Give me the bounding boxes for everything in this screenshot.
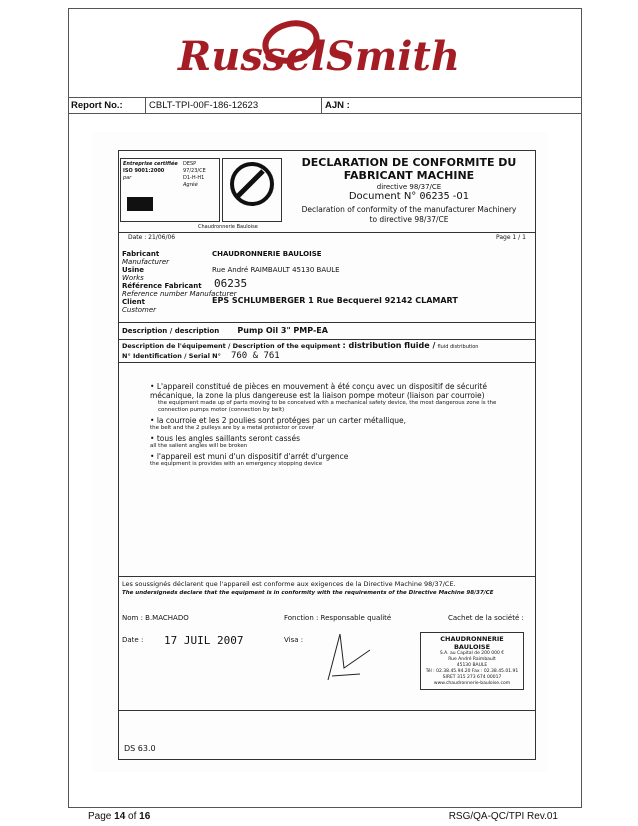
document-number (284, 191, 534, 202)
works-label: Works (122, 274, 144, 282)
client-value: EPS SCHLUMBERGER 1 Rue Becquerel 92142 CLAMART (212, 296, 458, 305)
description-label: Description / description (122, 327, 220, 335)
declaration-title (284, 156, 534, 182)
cert-line3: par (123, 175, 132, 181)
visa-label: Visa : (284, 636, 304, 644)
ref-en-label: Reference number Manufacturer (122, 290, 237, 298)
bvqi-logo-icon (127, 197, 153, 211)
ajn-label: AJN : (325, 100, 350, 111)
company-seal-label: Cachet de la société : (448, 614, 524, 622)
cert-company: Chaudronnerie Bauloise (198, 224, 258, 230)
usine-value: Rue André RAIMBAULT 45130 BAULE (212, 266, 340, 274)
fabricant-label: Fabricant (122, 250, 160, 258)
title-line2: FABRICANT MACHINE (343, 169, 475, 182)
equipment-rows (122, 341, 478, 361)
page-indicator: Page 14 of 16 (88, 811, 151, 822)
fields-block (122, 250, 532, 314)
directive: directive 98/37/CE (376, 183, 442, 191)
cert-desp2: 97/23/CE (183, 168, 206, 174)
company-logo (0, 18, 638, 93)
document-suffix: -01 (452, 191, 470, 202)
equipment-label: Description de l'équipement / Description of the equipment (122, 342, 341, 350)
conformity-fr: Les soussignés déclarent que l'appareil est conforme aux exigences de la Directive Machine 98/37/CE. (122, 580, 456, 588)
conformity-statement (122, 580, 532, 598)
signer-function: Fonction : Responsable qualité (284, 614, 392, 622)
client-label: Client (122, 298, 146, 306)
signer-name: Nom : B.MACHADO (122, 614, 189, 622)
document-label: Document N° (348, 191, 417, 202)
declaration-title-en (284, 205, 534, 225)
customer-label: Customer (122, 306, 157, 314)
certification-box (120, 158, 220, 222)
equipment-value-en: fluid distribution (437, 344, 479, 350)
report-no-value: CBLT-TPI-00F-186-12623 (146, 98, 322, 113)
ds-code: DS 63.0 (124, 744, 156, 753)
page-footer (68, 809, 582, 826)
cert-line1: Entreprise certifiée (123, 161, 178, 167)
cert-desp4: Agréé (183, 182, 198, 188)
cert-line2: ISO 9001:2000 (123, 168, 165, 174)
manufacturer-label: Manufacturer (122, 258, 170, 266)
sign-date-label: Date : (122, 636, 144, 644)
company-stamp: CHAUDRONNERIE BAULOISE S.A. au Capital de 200 000 € Rue André Raimbault 45130 BAULE Tél : 02.38.45.94.20 Fax : 02.38.45.01.91 SIRET 315 273 674 00017 www.chaudronnerie-bauloise.com (420, 632, 524, 690)
cert-desp: DESP (183, 161, 197, 167)
report-header-row (68, 97, 582, 114)
title-line1: DECLARATION DE CONFORMITE DU (301, 156, 517, 169)
ref-label: Référence Fabricant (122, 282, 202, 290)
bullet-item: • tous les angles saillants seront cassés all the salient angles will be broken (150, 434, 300, 449)
sign-date-value: 17 JUIL 2007 (164, 634, 244, 647)
cb-emblem-icon (223, 159, 281, 209)
bullet-item: • l'appareil est muni d'un dispositif d'arrét d'urgence the equipment is provides with an emergency stopping device (150, 452, 349, 467)
document-value: 06235 (419, 191, 450, 202)
equipment-value: : distribution fluide / (342, 341, 436, 350)
form-page: Page 1 / 1 (496, 234, 526, 241)
description-row (122, 326, 328, 335)
report-no-label: Report No.: (68, 98, 146, 113)
signature-icon (320, 630, 380, 686)
logo-text: RusselSmith (178, 33, 460, 80)
revision-code: RSG/QA-QC/TPI Rev.01 (448, 811, 558, 822)
description-value: Pump Oil 3" PMP-EA (237, 326, 328, 335)
bullet-item: • la courroie et les 2 poulies sont protéges par un carter métallique, the belt and the 2 pulleys are by a metal protector or cover (150, 416, 406, 431)
usine-label: Usine (122, 266, 144, 274)
ident-value: 760 & 761 (230, 351, 280, 361)
ref-value: 06235 (214, 277, 248, 290)
form-date: Date : 21/06/06 (128, 234, 176, 241)
fabricant-value: CHAUDRONNERIE BAULOISE (212, 250, 322, 258)
cb-emblem-box (222, 158, 282, 222)
bullet-item: • L'appareil constitué de pièces en mouvement à été conçu avec un dispositif de sécurité mécanique, la zone la plus dangereuse est la liaison pompe moteur (liaison par courroie) the equipment made up of parts moving to be conceived with a mechanical safety device, the most dangerous zone is the connection pumps motor (connection by belt) (150, 382, 497, 413)
conformity-en: The undersigneds declare that the equipment is in conformity with the requirements of the Directive Machine 98/37/CE (122, 590, 494, 596)
bullet-list (150, 382, 522, 468)
title-en-line1: Declaration of conformity of the manufacturer Machinery (301, 205, 517, 214)
logo-swirl-icon (178, 18, 460, 88)
cert-desp3: D1-H-H1 (183, 175, 205, 181)
title-en-line2: to directive 98/37/CE (369, 215, 449, 224)
ident-label: N° Identification / Serial N° (122, 352, 221, 360)
